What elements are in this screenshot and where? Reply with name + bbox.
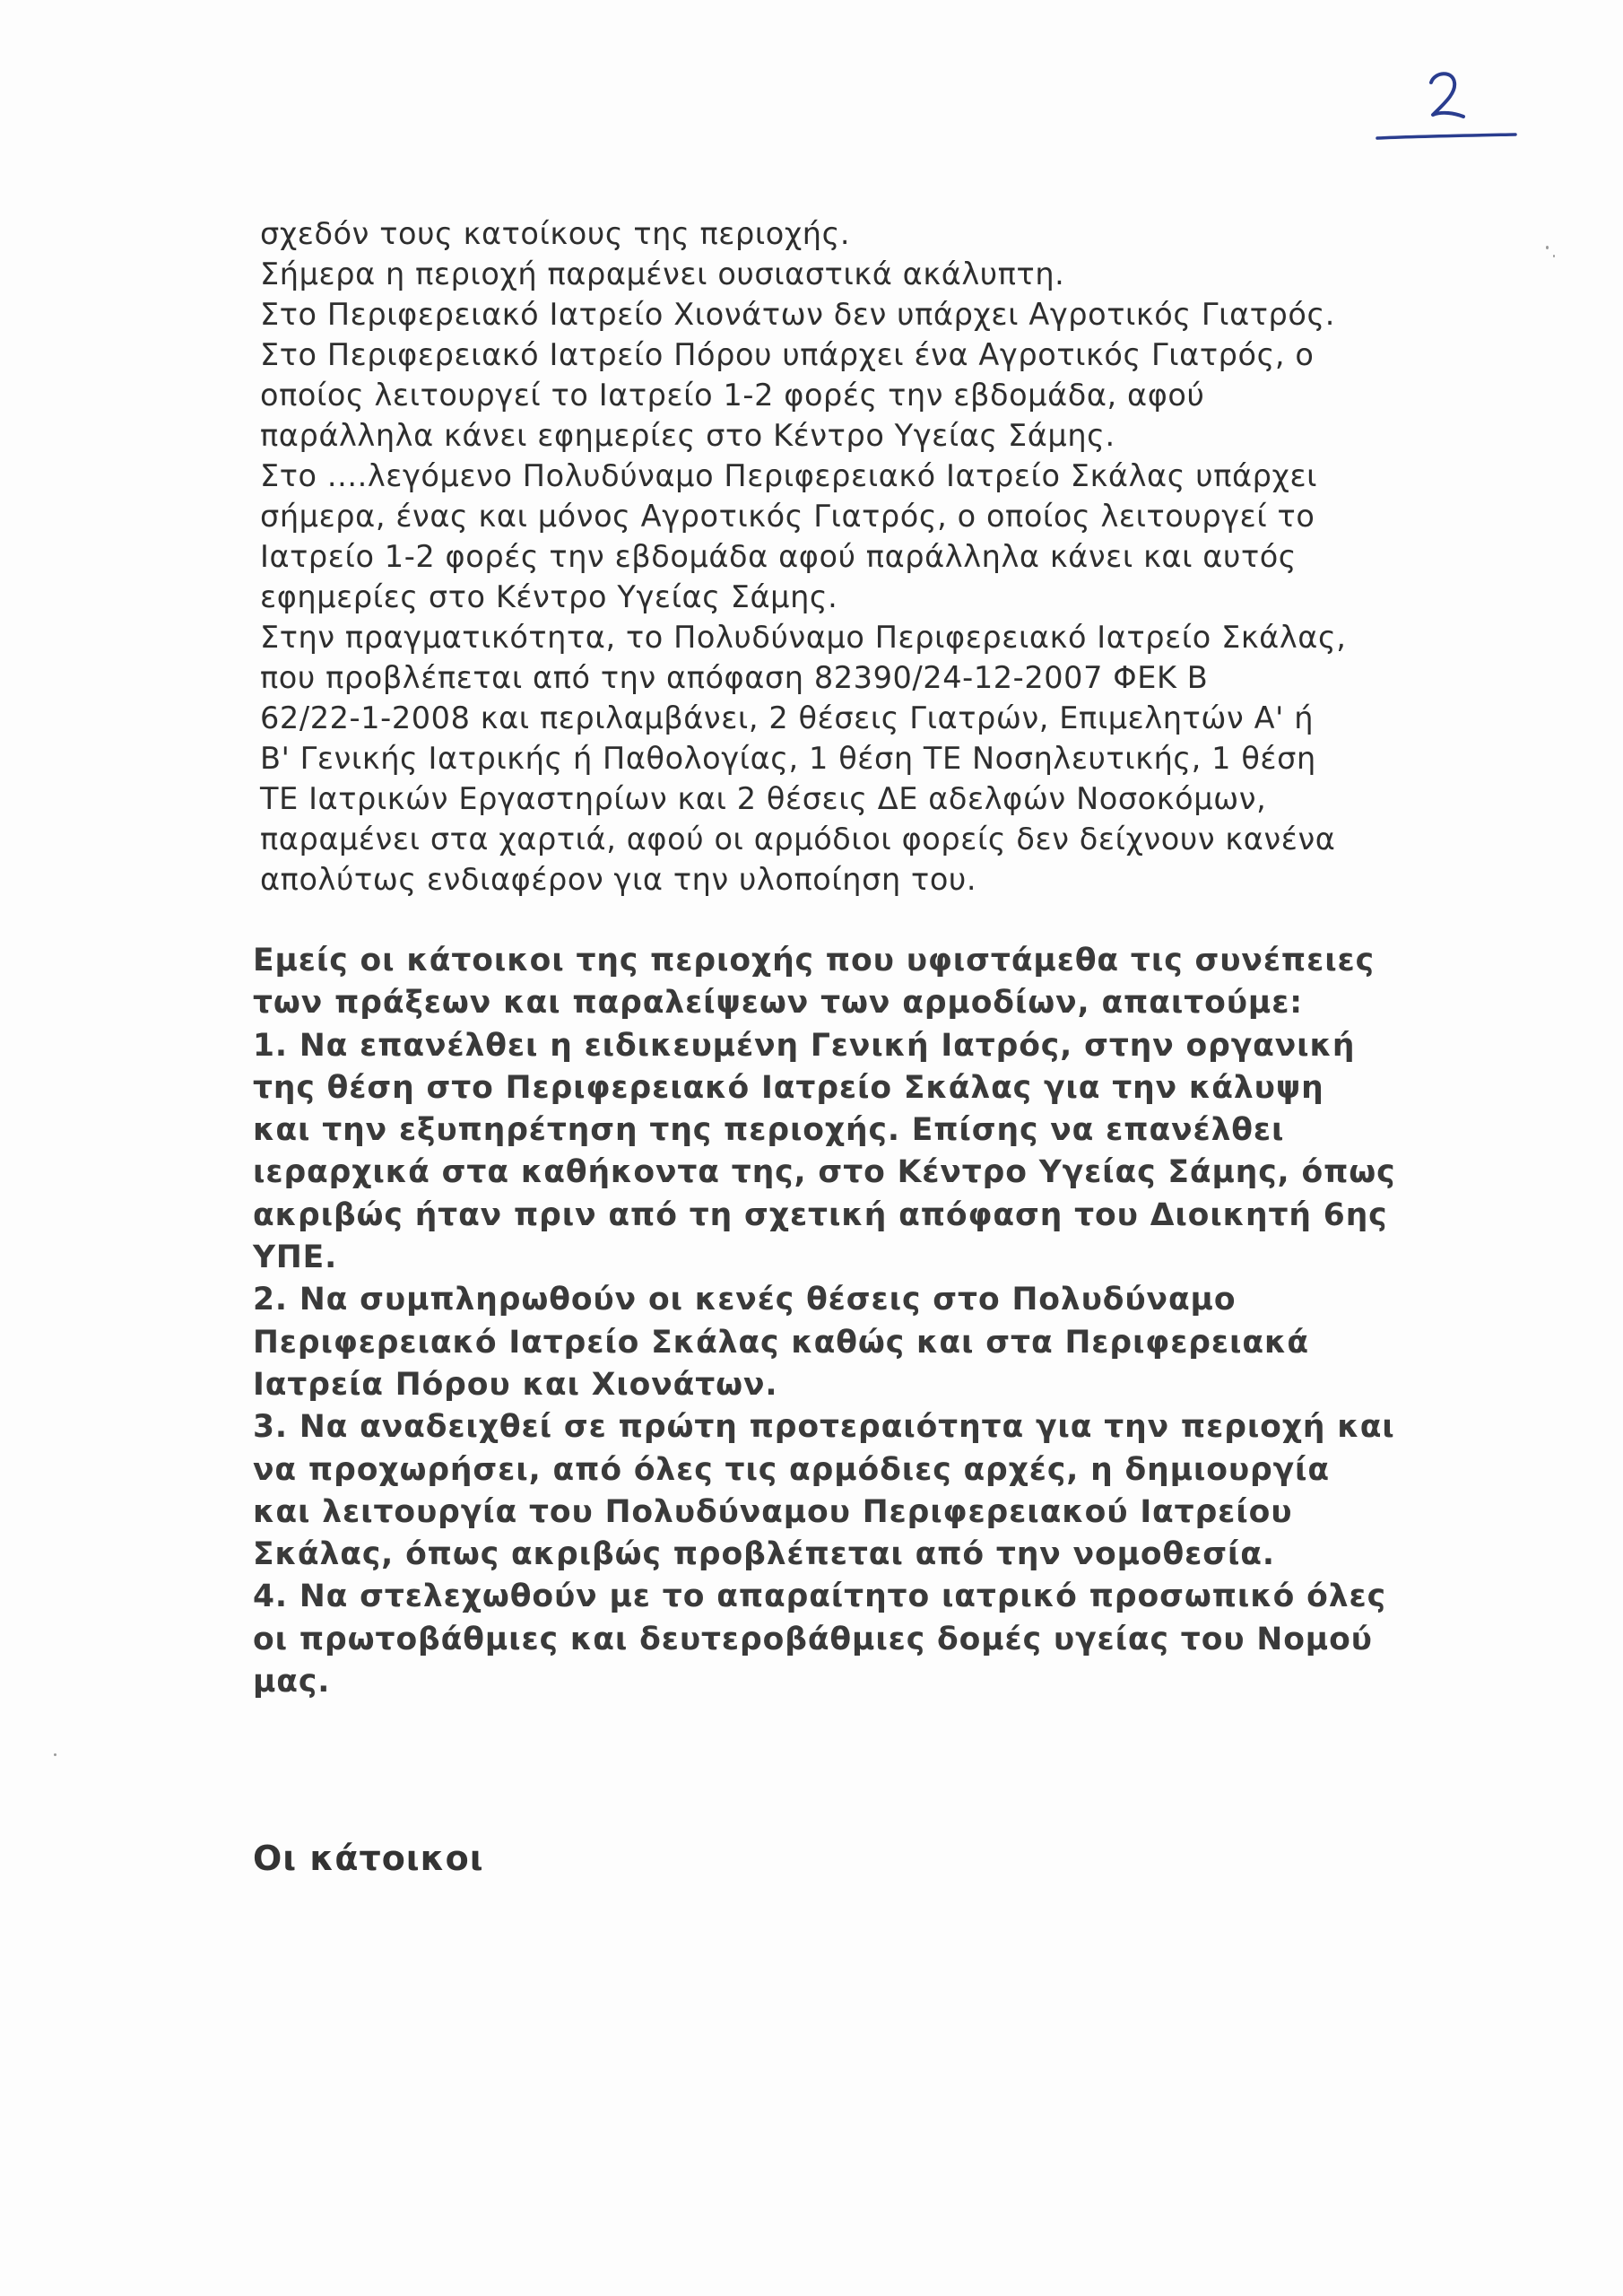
demand-line: μας. [253, 1664, 331, 1700]
demand-line: Εμείς οι κάτοικοι της περιοχής που υφιστάμεθα τις συνέπειες [253, 943, 1376, 978]
body-line: σχεδόν τους κατοίκους της περιοχής. [260, 216, 851, 251]
demand-line: ακριβώς ήταν πριν από τη σχετική απόφαση του Διοικητή 6ης [253, 1196, 1388, 1233]
demand-line: 4. Να στελεχωθούν με το απαραίτητο ιατρικό προσωπικό όλες [253, 1578, 1386, 1615]
body-line: 62/22-1-2008 και περιλαμβάνει, 2 θέσεις Γιατρών, Επιμελητών Α' ή [260, 700, 1315, 735]
demand-line: 2. Να συμπληρωθούν οι κενές θέσεις στο Πολυδύναμο [253, 1282, 1237, 1318]
body-line: απολύτως ενδιαφέρον για την υλοποίηση του. [260, 862, 977, 897]
demand-line: των πράξεων και παραλείψεων των αρμοδίων, απαιτούμε: [253, 985, 1303, 1022]
body-line: Στο Περιφερειακό Ιατρείο Πόρου υπάρχει ένα Αγροτικός Γιατρός, ο [260, 337, 1315, 372]
demand-line: ΥΠΕ. [253, 1239, 338, 1276]
demand-line: ιεραρχικά στα καθήκοντα της, στο Κέντρο Υγείας Σάμης, όπως [253, 1154, 1396, 1191]
body-line: Στο ....λεγόμενο Πολυδύναμο Περιφερειακό Ιατρείο Σκάλας υπάρχει [260, 458, 1318, 493]
demand-line: 3. Να αναδειχθεί σε πρώτη προτεραιότητα για την περιοχή και [253, 1409, 1395, 1446]
body-line: που προβλέπεται από την απόφαση 82390/24-12-2007 ΦΕΚ Β [260, 660, 1209, 695]
demand-line: και λειτουργία του Πολυδύναμου Περιφερειακού Ιατρείου [253, 1493, 1293, 1530]
body-line: Ιατρείο 1-2 φορές την εβδομάδα αφού παράλληλα κάνει και αυτός [260, 539, 1298, 574]
body-line: Στην πραγματικότητα, το Πολυδύναμο Περιφερειακό Ιατρείο Σκάλας, [260, 620, 1347, 655]
body-line: εφημερίες στο Κέντρο Υγείας Σάμης. [260, 579, 838, 614]
body-line: ΤΕ Ιατρικών Εργαστηρίων και 2 θέσεις ΔΕ αδελφών Νοσοκόμων, [260, 781, 1267, 816]
handwritten-page-number-drawing [1370, 61, 1523, 160]
body-line: Β' Γενικής Ιατρικής ή Παθολογίας, 1 θέση ΤΕ Νοσηλευτικής, 1 θέση [260, 741, 1316, 776]
body-line: Σήμερα η περιοχή παραμένει ουσιαστικά ακάλυπτη. [260, 257, 1065, 291]
body-text [260, 213, 1399, 900]
scan-speck [1546, 246, 1549, 249]
demand-line: της θέση στο Περιφερειακό Ιατρείο Σκάλας για την κάλυψη [253, 1069, 1324, 1106]
demand-line: Ιατρεία Πόρου και Χιονάτων. [253, 1366, 778, 1403]
demand-line: Σκάλας, όπως ακριβώς προβλέπεται από την νομοθεσία. [253, 1536, 1275, 1573]
body-line: Στο Περιφερειακό Ιατρείο Χιονάτων δεν υπάρχει Αγροτικός Γιατρός. [260, 297, 1335, 332]
scan-speck [54, 1753, 56, 1756]
body-line: παράλληλα κάνει εφημερίες στο Κέντρο Υγείας Σάμης. [260, 418, 1115, 453]
demand-line: 1. Να επανέλθει η ειδικευμένη Γενική Ιατρός, στην οργανική [253, 1027, 1356, 1064]
body-line: οποίος λειτουργεί το Ιατρείο 1-2 φορές την εβδομάδα, αφού [260, 378, 1205, 413]
demand-line: και την εξυπηρέτηση της περιοχής. Επίσης να επανέλθει [253, 1112, 1285, 1149]
demand-line: οι πρωτοβάθμιες και δευτεροβάθμιες δομές υγείας του Νομού [253, 1621, 1373, 1657]
handwritten-page-number [1370, 61, 1523, 160]
body-line: σήμερα, ένας και μόνος Αγροτικός Γιατρός, ο οποίος λειτουργεί το [260, 499, 1315, 534]
body-line: παραμένει στα χαρτιά, αφού οι αρμόδιοι φορείς δεν δείχνουν κανένα [260, 822, 1336, 857]
signature-line: Οι κάτοικοι [253, 1839, 484, 1878]
demands-section [253, 940, 1419, 1703]
scan-speck [1553, 255, 1555, 257]
demand-line: Περιφερειακό Ιατρείο Σκάλας καθώς και στα Περιφερειακά [253, 1324, 1309, 1361]
demand-line: να προχωρήσει, από όλες τις αρμόδιες αρχές, η δημιουργία [253, 1451, 1330, 1488]
